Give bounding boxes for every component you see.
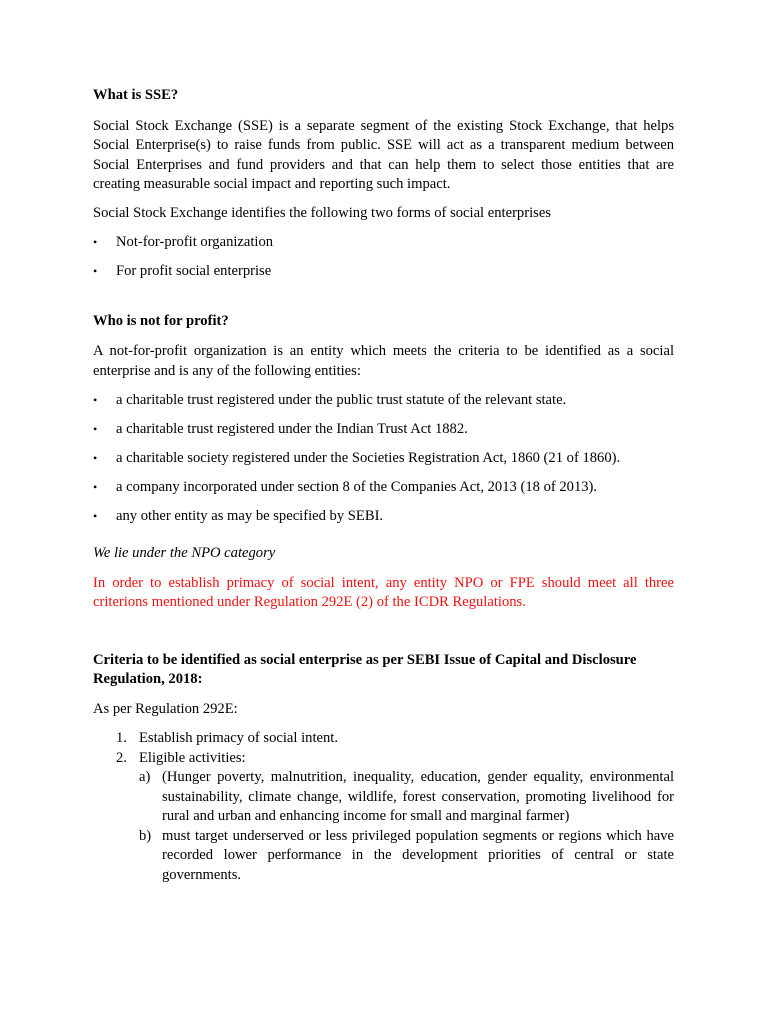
list-item [116, 729, 674, 749]
list-item [93, 507, 674, 527]
list-item-text: any other entity as may be specified by SEBI. [116, 507, 384, 524]
list-item-text: Establish primacy of social intent. [139, 730, 338, 746]
list-item-text: Not-for-profit organization [116, 234, 274, 250]
regulation-intro: As per Regulation 292E: [93, 700, 238, 717]
sse-definition-paragraph: Social Stock Exchange (SSE) is a separate segment of the existing Stock Exchange, that helps Social Enterprise(s) to raise funds from public. SSE will act as a transparent medium between Social Enterprises and fund providers and that can help them to select those entities that are creating measurable social impact and reporting such impact. [93, 117, 674, 192]
bullet-icon: • [93, 235, 98, 249]
npo-category-note: We lie under the NPO category [93, 545, 276, 561]
primacy-of-intent-note: In order to establish primacy of social intent, any entity NPO or FPE should meet all three criterions mentioned under Regulation 292E (2) of the ICDR Regulations. [93, 574, 674, 610]
list-item-text: (Hunger poverty, malnutrition, inequality, education, gender equality, environmental sustainability, climate change, wildlife, forest conservation, promoting livelihood for rural and urban and enhancing income for small and marginal farmer) [162, 769, 674, 824]
list-number: 2. [116, 749, 127, 766]
sse-forms-intro: Social Stock Exchange identifies the following two forms of social enterprises [93, 205, 551, 221]
list-item-text: must target underserved or less privileged population segments or regions which have recorded lower performance in the development priorities of central or state governments. [162, 827, 674, 883]
list-item [93, 420, 674, 440]
heading-who-is-not-for-profit: Who is not for profit? [93, 312, 229, 329]
heading-what-is-sse: What is SSE? [93, 87, 179, 103]
list-item-text: a charitable trust registered under the Indian Trust Act 1882. [116, 420, 468, 437]
list-item [93, 391, 674, 411]
list-item-text: For profit social enterprise [116, 263, 272, 279]
list-item-text: a company incorporated under section 8 of the Companies Act, 2013 (18 of 2013). [116, 478, 598, 495]
heading-criteria: Criteria to be identified as social enterprise as per SEBI Issue of Capital and Disclosure Regulation, 2018: [93, 651, 637, 687]
list-item [93, 233, 674, 253]
npo-entities-list [93, 391, 674, 527]
bullet-icon: • [93, 392, 98, 407]
document-page [93, 86, 674, 885]
list-item [93, 449, 674, 469]
bullet-icon: • [93, 264, 98, 278]
eligible-activities-sublist [139, 768, 674, 885]
bullet-icon: • [93, 508, 98, 523]
list-item [116, 749, 674, 886]
list-item [139, 768, 674, 827]
list-item [139, 827, 674, 886]
criteria-list [93, 729, 674, 885]
npo-definition-paragraph: A not-for-profit organization is an entity which meets the criteria to be identified as a social enterprise and is any of the following entities: [93, 343, 674, 379]
list-item [93, 478, 674, 498]
list-item [93, 262, 674, 282]
list-letter: b) [139, 827, 152, 844]
list-item-text: Eligible activities: [139, 749, 246, 766]
bullet-icon: • [93, 450, 98, 465]
bullet-icon: • [93, 421, 98, 436]
list-letter: a) [139, 769, 151, 785]
bullet-icon: • [93, 479, 98, 494]
list-item-text: a charitable society registered under the Societies Registration Act, 1860 (21 of 1860). [116, 449, 621, 466]
sse-forms-list [93, 233, 674, 282]
list-number: 1. [116, 730, 127, 746]
list-item-text: a charitable trust registered under the public trust statute of the relevant state. [116, 391, 567, 408]
